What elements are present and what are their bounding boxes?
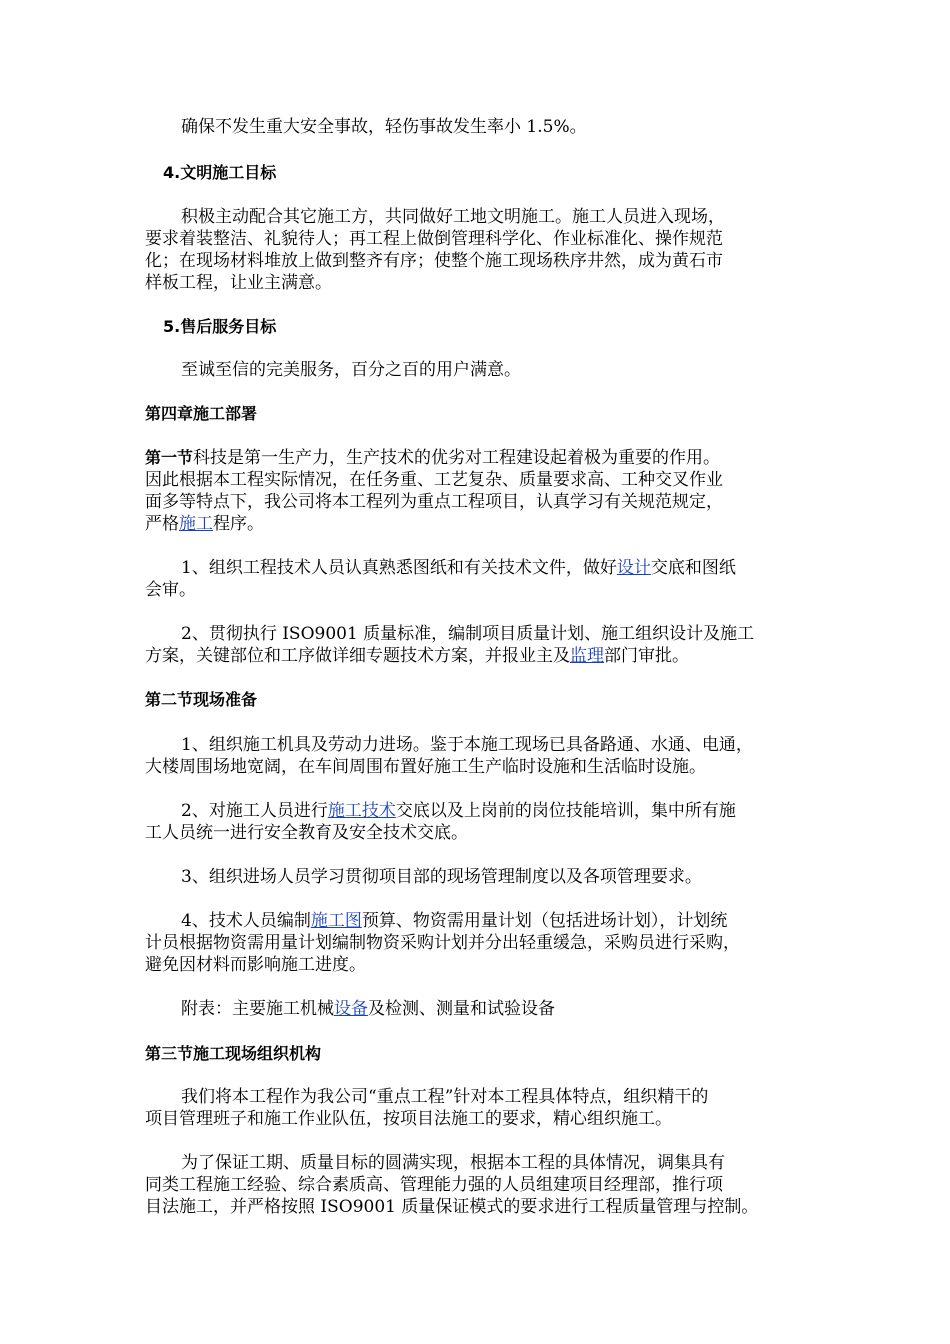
inline-text: 程序。 (213, 514, 264, 534)
text-line: 大楼周围场地宽阔，在车间周围布置好施工生产临时设施和生活临时设施。 (145, 757, 706, 777)
design-link[interactable]: 设计 (616, 558, 651, 578)
text-line: 我们将本工程作为我公司“重点工程”针对本工程具体特点，组织精干的 (181, 1087, 709, 1107)
inline-text: 部门审批。 (604, 646, 689, 666)
civil-target-paragraph (145, 206, 805, 294)
text-line (145, 800, 805, 822)
section1-heading: 第一节 (145, 448, 194, 467)
text-line (145, 557, 805, 579)
text-line: 1、组织施工机具及劳动力进场。鉴于本施工现场已具备路通、水通、电通， (181, 735, 753, 755)
supervision-link[interactable]: 监理 (570, 646, 604, 666)
inline-text: 预算、物资需用量计划（包括进场计划），计划统 (361, 911, 728, 931)
inline-text: 科技是第一生产力，生产技术的优劣对工程建设起着极为重要的作用。 (193, 448, 721, 468)
text-line (145, 645, 805, 667)
construction-technology-link[interactable]: 施工技术 (327, 801, 396, 821)
text-line: 3、组织进场人员学习贯彻项目部的现场管理制度以及各项管理要求。 (181, 867, 702, 887)
text-line (181, 998, 841, 1020)
chapter-heading (145, 403, 805, 425)
construction-link[interactable]: 施工 (179, 514, 213, 534)
section3-paragraph2 (145, 1152, 805, 1218)
section2-heading (145, 689, 805, 711)
text-line: 要求着装整洁、礼貌待人；再工程上做倒管理科学化、作业标准化、操作规范 (145, 229, 723, 249)
text-line: 工人员统一进行安全教育及安全技术交底。 (145, 823, 468, 843)
inline-text: 4、技术人员编制 (181, 911, 311, 931)
text-line: 为了保证工期、质量目标的圆满实现，根据本工程的具体情况，调集具有 (181, 1153, 725, 1173)
text-line: 会审。 (145, 580, 196, 600)
inline-text: 严格 (145, 514, 179, 534)
section1-paragraph (145, 447, 805, 535)
construction-drawing-link[interactable]: 施工图 (310, 911, 362, 931)
text-line (145, 910, 805, 932)
text-line: 面多等特点下，我公司将本工程列为重点工程项目，认真学习有关规范规定， (145, 492, 723, 512)
section1-item1 (145, 557, 805, 601)
service-target-heading (163, 316, 823, 338)
text-line: 因此根据本工程实际情况，在任务重、工艺复杂、质量要求高、工种交叉作业 (145, 470, 723, 490)
text-line: 同类工程施工经验、综合素质高、管理能力强的人员组建项目经理部，推行项 (145, 1175, 723, 1195)
service-target-paragraph (145, 359, 841, 381)
inline-text: 方案，关键部位和工序做详细专题技术方案，并报业主及 (145, 646, 570, 666)
inline-text: 交底和图纸 (650, 558, 736, 578)
inline-text: 附表：主要施工机械 (181, 999, 334, 1019)
text-line (145, 447, 805, 469)
text-line: 计员根据物资需用量计划编制物资采购计划并分出轻重缓急，采购员进行采购， (145, 933, 740, 953)
text-line: 至诚至信的完美服务，百分之百的用户满意。 (181, 360, 521, 380)
section1-item2 (145, 623, 805, 667)
text-line: 积极主动配合其它施工方，共同做好工地文明施工。施工人员进入现场， (181, 207, 725, 227)
text-line: 避免因材料而影响施工进度。 (145, 955, 366, 975)
appendix-line (145, 998, 841, 1020)
text-line: 项目管理班子和施工作业队伍，按项目法施工的要求，精心组织施工。 (145, 1109, 672, 1129)
heading-text: 4.文明施工目标 (163, 163, 277, 182)
inline-text: 及检测、测量和试验设备 (368, 999, 555, 1019)
text-line (145, 513, 805, 535)
text-line: 样板工程，让业主满意。 (145, 273, 332, 293)
section3-heading (145, 1043, 805, 1065)
section2-item4 (145, 910, 805, 976)
civil-target-heading (163, 162, 823, 184)
heading-text: 第二节现场准备 (145, 690, 258, 709)
heading-text: 5.售后服务目标 (163, 317, 277, 336)
section2-item1 (145, 734, 805, 778)
text-line: 化；在现场材料堆放上做到整齐有序；使整个施工现场秩序井然，成为黄石市 (145, 251, 723, 271)
text-line: 目法施工，并严格按照 ISO9001 质量保证模式的要求进行工程质量管理与控制。 (145, 1197, 759, 1217)
text-line: 确保不发生重大安全事故，轻伤事故发生率小 1.5%。 (181, 117, 587, 137)
heading-text: 第四章施工部署 (145, 404, 258, 423)
safety-target-paragraph (145, 116, 841, 138)
equipment-link[interactable]: 设备 (334, 999, 368, 1019)
text-line: 2、贯彻执行 ISO9001 质量标准，编制项目质量计划、施工组织设计及施工 (181, 624, 755, 644)
section2-item2 (145, 800, 805, 844)
inline-text: 交底以及上岗前的岗位技能培训，集中所有施 (395, 801, 736, 821)
inline-text: 2、对施工人员进行 (181, 801, 328, 821)
heading-text: 第三节施工现场组织机构 (145, 1044, 322, 1063)
inline-text: 1、组织工程技术人员认真熟悉图纸和有关技术文件，做好 (181, 558, 617, 578)
section3-paragraph1 (145, 1086, 805, 1130)
section2-item3 (145, 866, 841, 888)
